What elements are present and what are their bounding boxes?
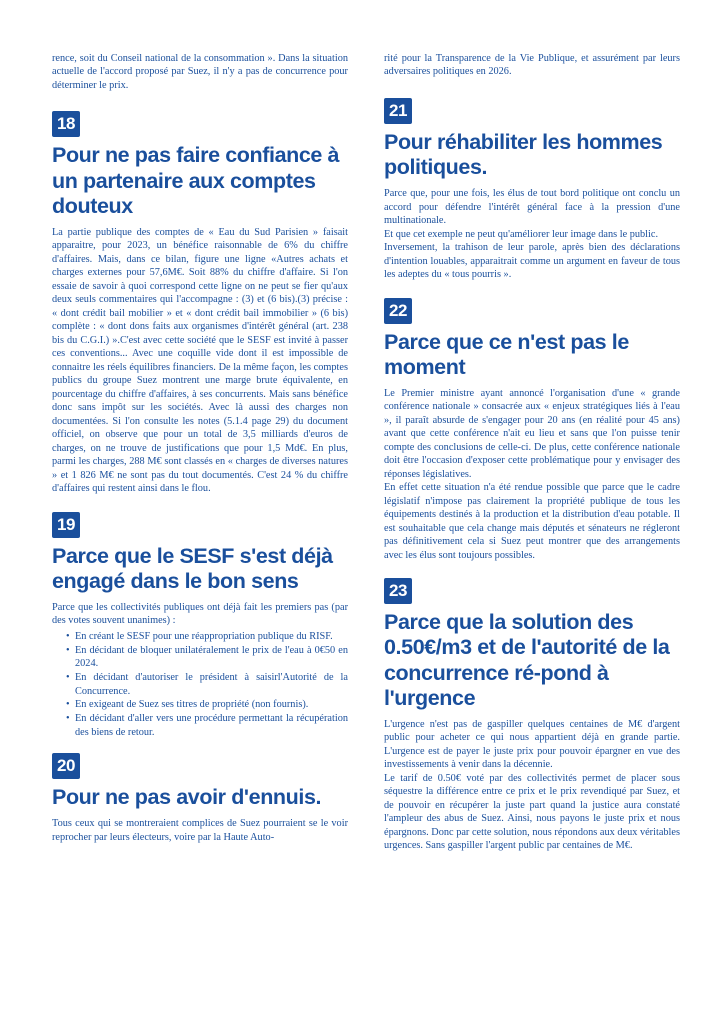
list-item: • En décidant d'aller vers une procédure permettant la récupération des biens de retour. [66,712,348,739]
section-21-paragraph-2: Et que cet exemple ne peut qu'améliorer leur image dans le public. [384,228,659,240]
list-item: • En exigeant de Suez ses titres de propriété (non fournis). [66,698,348,712]
section-23-paragraph-2: Le tarif de 0.50€ voté par des collectivités permet de placer sous séquestre la différence entre ce prix et le prix revendiqué par Suez, et de pouvoir en récupérer la juste part quand la justice aura constaté l'ampleur des abus de Suez. Ainsi, nous payons le juste prix et nous épargnons. Donc par cette solution, nous répondons aux deux véritables urgences. Sans gaspiller l'argent public par centaines de M€. [384,772,680,852]
list-item: • En décidant de bloquer unilatéralement le prix de l'eau à 0€50 en 2024. [66,644,348,671]
section-heading-23: Parce que la solution des 0.50€/m3 et de l'autorité de la concurrence ré-pond à l'urgence [384,610,670,710]
section-number-22: 22 [384,298,412,324]
section-22-paragraph-2: En effet cette situation n'a été rendue possible que parce que le cadre législatif n'impose pas clairement la propriété publique de tous les équipements destinés à la production et la distribution d'eau potable. Il est souhaitable que cela change mais députés et sénateurs ne régleront pas définitivement cela si Suez peut montrer que des arrangements avec les élus sont toujours possibles. [384,482,680,561]
continued-paragraph-right: rité pour la Transparence de la Vie Publique, et assurément par leurs adversaires politiques en 2026. [384,53,680,78]
section-18-paragraph-1: La partie publique des comptes de « Eau du Sud Parisien » faisait apparaitre, pour 2023, un bénéfice raisonnable de 6% du chiffre d'affaires. Mais, dans ce bilan, figure une ligne «Autres achats et charges externes pour 57,6M€. Soit 88% du chiffre d'affaire. Si l'on essaie de savoir à quoi correspond cette ligne on ne peut se fier qu'aux deux seuls commentaires qui l'accompagne : (3) et (6 bis).(3) précise : « dont crédit bail mobilier » et « dont crédit bail immobilier » (6 bis) complète : « dont dons faits aux organismes d'intérêt général (art. 238 bis du C.G.I.) ».C'est avec cette société que le SESF est invité à passer ces conventions... Avec une coquille vide dont il est impossible de connaitre les réels équilibres financiers. De la même façon, les comptes publics du groupe Suez montrent une marge brute équivalente, en pourcentage du chiffre d'affaires, à ses concurrents. Mais sans bénéfice donc sans impôt sur les sociétés. Avec là aussi des charges non documentées. Si l'on consulte les notes (5.1.4 page 29) du document officiel, on observe que pour un total de 3,5 milliards d'euros de charges, on ne trouve de justifications que pour 1,5 Md€. En plus, parmi les charges, 288 M€ sont classés en « charges de diverses natures » et 1 826 M€ ne sont pas du tout documentés. C'est 24 % du chiffre d'affaires qui restent ainsi dans le flou. [52,226,348,495]
list-item: • En créant le SESF pour une réappropriation publique du RISF. [66,630,348,644]
section-number-21: 21 [384,98,412,124]
section-heading-21: Pour réhabiliter les hommes politiques. [384,129,663,180]
section-19-paragraph-1: Parce que les collectivités publiques ont déjà fait les premiers pas (par des votes souvent unanimes) : [52,601,348,627]
section-19-header [52,498,348,594]
continued-paragraph-left: rence, soit du Conseil national de la consommation ». Dans la situation actuelle de l'accord proposé par Suez, il n'y a pas de concurrence pour déterminer le prix. [52,53,348,91]
section-23-header [384,564,680,711]
section-number-23: 23 [384,578,412,604]
list-item: • En décidant d'autoriser le président à saisirl'Autorité de la Concurrence. [66,671,348,698]
section-heading-18: Pour ne pas faire confiance à un partenaire aux comptes douteux [52,143,340,218]
section-20-header [52,739,348,810]
section-20-paragraph-1: Tous ceux qui se montreraient complices de Suez pourraient se le voir reprocher par leurs électeurs, voire par la Haute Auto- [52,818,348,843]
section-number-18: 18 [52,111,80,137]
section-heading-19: Parce que le SESF s'est déjà engagé dans le bon sens [52,543,333,593]
two-column-layout [52,52,680,996]
section-23-paragraph-1: L'urgence n'est pas de gaspiller quelques centaines de M€ d'argent public pour acheter ce qui nous appartient déjà en grande partie. L'urgence est de payer le juste prix pour pouvoir épargner en vue des investissements à venir dans la décennie. [384,718,680,771]
section-19-bullet-list [52,630,348,740]
section-heading-22: Parce que ce n'est pas le moment [384,329,629,379]
section-heading-20: Pour ne pas avoir d'ennuis. [52,785,322,810]
section-22-header [384,284,680,380]
section-21-header [384,81,680,180]
section-21-paragraph-3: Inversement, la trahison de leur parole, après bien des déclarations d'intention louables, apparaitrait comme un argument en faveur de tous les adeptes du « tous pourris ». [384,242,680,281]
section-number-19: 19 [52,512,80,538]
section-21-paragraph-1: Parce que, pour une fois, les élus de tout bord politique ont conclu un accord pour défendre l'intérêt général face à la pression d'une multinationale. [384,188,680,227]
section-22-paragraph-1: Le Premier ministre ayant annoncé l'organisation d'une « grande conférence nationale » consacrée aux « enjeux stratégiques liés à l'eau », il paraît absurde de s'engager pour 20 ans (en réalité pour 45 ans) avant que cette conférence n'ait eu lieu et sans que l'on puisse tenir compte des conclusions de celle-ci. De plus, cette conférence nationale doit être l'occasion d'exposer cette problématique pour y envisager des réponses législatives. [384,387,680,480]
section-number-20: 20 [52,753,80,779]
section-18-header [52,94,348,218]
